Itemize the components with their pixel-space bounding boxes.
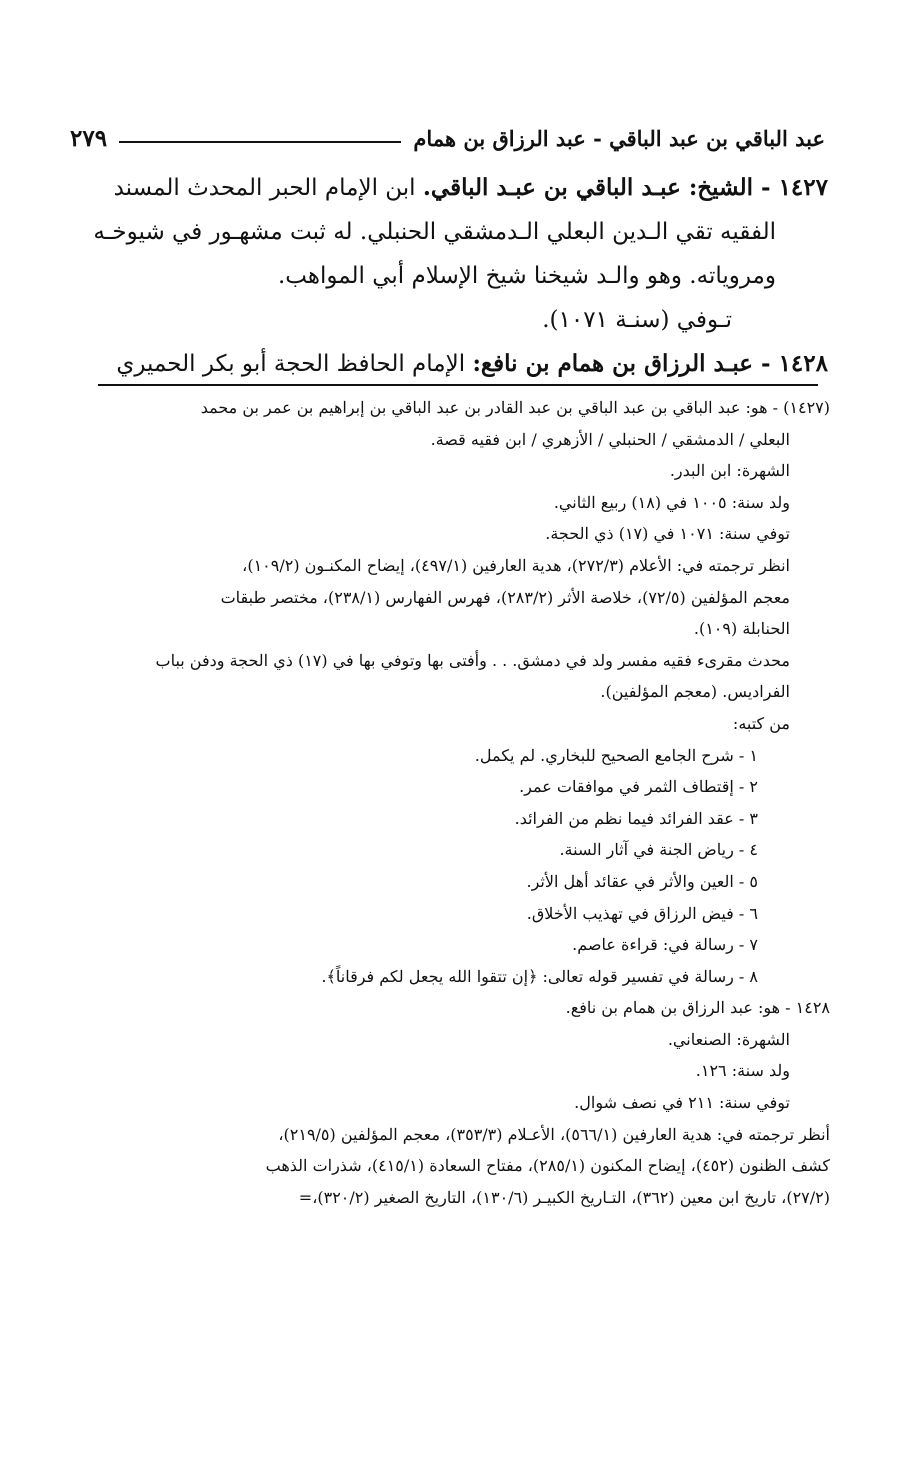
footnote-line: ١٤٢٨ - هو: عبد الرزاق بن همام بن نافع. (565, 998, 830, 1018)
entry-1427-line-3 (68, 254, 828, 298)
footnote-separator (98, 384, 818, 386)
book-list-item: ١ - شرح الجامع الصحيح للبخاري. لم يكمل. (474, 745, 758, 765)
book-list-item: ٧ - رسالة في: قراءة عاصم. (572, 935, 758, 955)
footnote-line: معجم المؤلفين (٧٢/٥)، خلاصة الأثر (٢٨٣/٢)، فهرس الفهارس (٢٣٨/١)، مختصر طبقات (220, 587, 790, 607)
entry-text: ومروياته. وهو والـد شيخنا شيخ الإسلام أبي المواهب. (277, 263, 776, 289)
footnote-line: ولد سنة: ١٠٠٥ في (١٨) ربيع الثاني. (553, 492, 790, 512)
footnote-line: من كتبه: (732, 713, 790, 733)
footnote-line: الشهرة: ابن البدر. (669, 461, 790, 481)
entry-1428-line-1 (68, 342, 828, 386)
entry-heading: ١٤٢٨ - عبـد الرزاق بن همام بن نافع: (472, 350, 828, 377)
footnote-line: الحنابلة (١٠٩). (693, 619, 790, 639)
footnote-line: انظر ترجمته في: الأعلام (٢٧٢/٣)، هدية العارفين (٤٩٧/١)، إيضاح المكنـون (١٠٩/٢)، (242, 555, 790, 575)
footnote-line: (٢٧/٢)، تاريخ ابن معين (٣٦٢)، التـاريخ الكبيـر (١٣٠/٦)، التاريخ الصغير (٣٢٠/٢)،= (298, 1187, 830, 1207)
book-list-item: ٥ - العين والأثر في عقائد أهل الأثر. (526, 871, 758, 891)
footnote-line: الشهرة: الصنعاني. (667, 1029, 790, 1049)
entry-1427-line-2 (68, 210, 828, 254)
book-list-item: ٢ - إقتطاف الثمر في موافقات عمر. (519, 777, 758, 797)
footnote-line: كشف الظنون (٤٥٢)، إيضاح المكنون (٢٨٥/١)، مفتاح السعادة (٤١٥/١)، شذرات الذهب (265, 1156, 830, 1176)
entry-text: الفقيه تقي الـدين البعلي الـدمشقي الحنبلي. له ثبت مشهـور في شيوخـه (93, 219, 776, 245)
entry-text: الإمام الحافظ الحجة أبو بكر الحميري (116, 351, 473, 377)
entry-text: تـوفي (سنـة ١٠٧١). (542, 307, 732, 333)
entry-heading: ١٤٢٧ - الشيخ: عبـد الباقي بن عبـد الباقي. (422, 174, 828, 201)
footnote-line: محدث مقرىء فقيه مفسر ولد في دمشق. . . وأفتى بها وتوفي بها في (١٧) ذي الحجة ودفن بباب (155, 650, 790, 670)
footnote-line: أنظر ترجمته في: هدية العارفين (٥٦٦/١)، الأعـلام (٣٥٣/٣)، معجم المؤلفين (٢١٩/٥)، (278, 1124, 830, 1144)
entry-1427-line-4 (68, 298, 828, 342)
footnote-line: البعلي / الدمشقي / الحنبلي / الأزهري / ابن فقيه قصة. (430, 429, 790, 449)
entry-1427-line-1 (68, 166, 828, 210)
running-title: عبد الباقي بن عبد الباقي - عبد الرزاق بن همام (413, 125, 825, 151)
footnote-line: (١٤٢٧) - هو: عبد الباقي بن عبد الباقي بن عبد القادر بن عبد الباقي بن إبراهيم بن عمر بن محمد (200, 398, 830, 417)
footnote-line: توفي سنة: ٢١١ في نصف شوال. (574, 1093, 790, 1113)
page-header (70, 118, 825, 158)
book-list-item: ٤ - رياض الجنة في آثار السنة. (559, 840, 758, 860)
entry-text: ابن الإمام الحبر المحدث المسند (113, 175, 423, 201)
book-list-item: ٨ - رسالة في تفسير قوله تعالى: ﴿إن تتقوا الله يجعل لكم فرقاناً﴾. (321, 966, 758, 986)
footnote-line: ولد سنة: ١٢٦. (695, 1061, 790, 1081)
header-rule (119, 141, 401, 143)
book-list-item: ٦ - فيض الرزاق في تهذيب الأخلاق. (526, 903, 758, 923)
footnotes (70, 392, 830, 1213)
main-text (68, 166, 828, 386)
book-list-item: ٣ - عقد الفرائد فيما نظم من الفرائد. (514, 808, 758, 828)
page-number: ٢٧٩ (70, 124, 108, 152)
footnote-line: الفراديس. (معجم المؤلفين). (600, 682, 790, 702)
footnote-line: توفي سنة: ١٠٧١ في (١٧) ذي الحجة. (545, 524, 790, 544)
